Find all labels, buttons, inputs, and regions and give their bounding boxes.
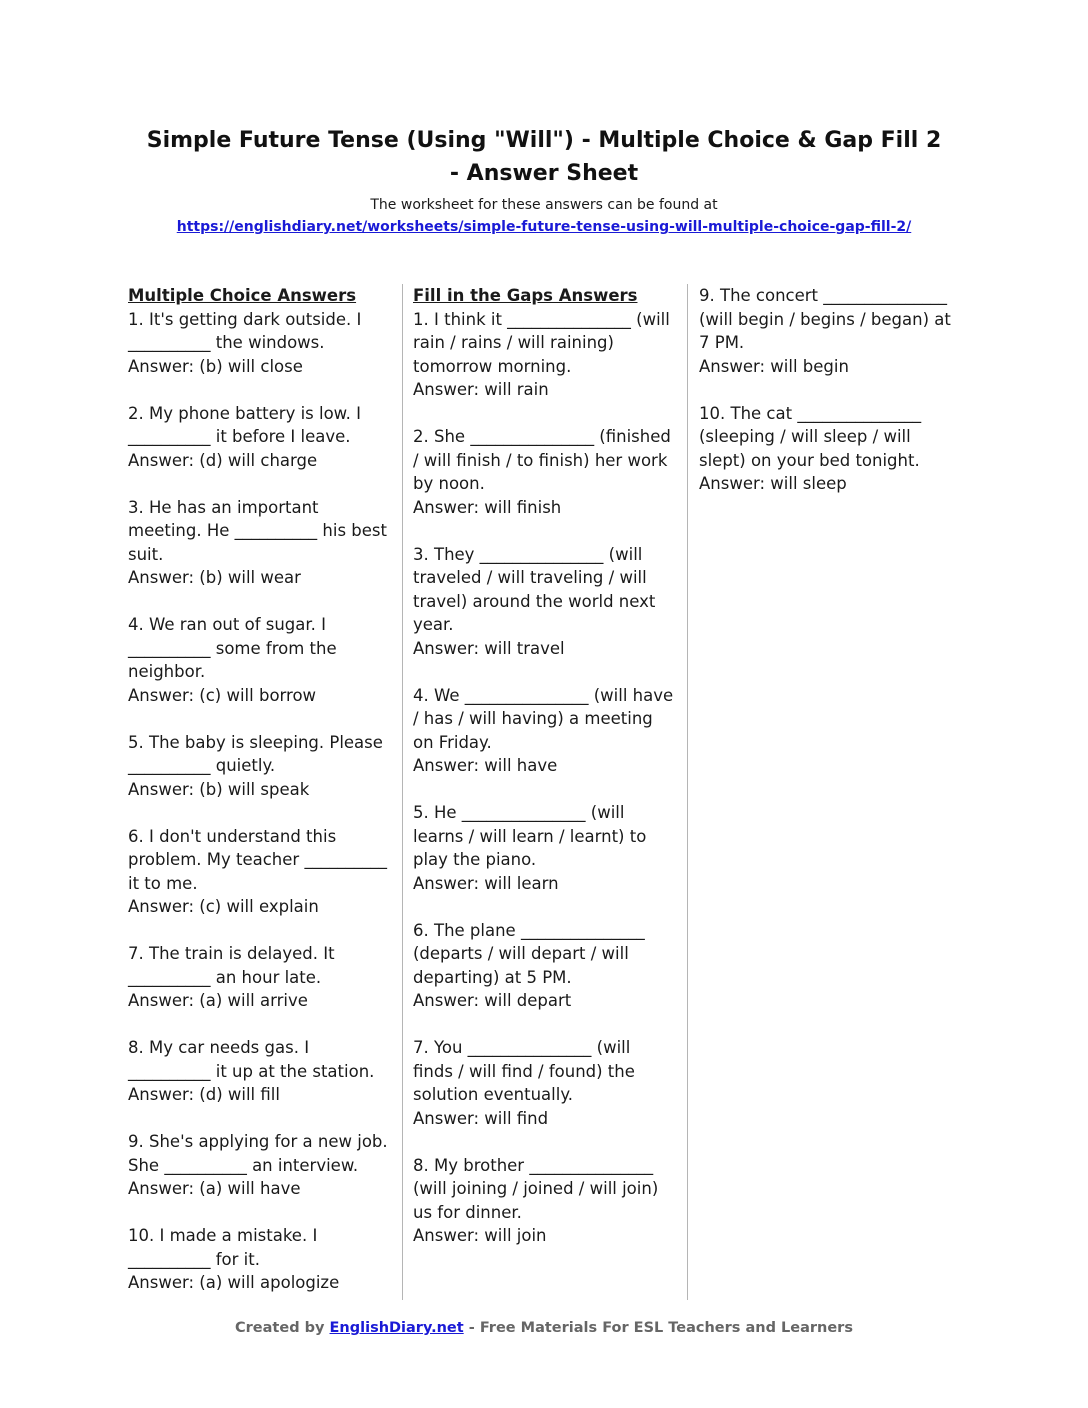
question: 7. The train is delayed. It __________ an hour late.: [128, 944, 335, 987]
answer: Answer: will finish: [413, 497, 562, 517]
answer: Answer: (b) will close: [128, 356, 303, 376]
mc-item: [128, 1036, 390, 1107]
mc-item: [128, 825, 390, 919]
question: 1. I think it _______________ (will rain / rains / will raining) tomorrow morning.: [413, 309, 670, 376]
question: 2. My phone battery is low. I __________ it before I leave.: [128, 403, 362, 446]
answer: Answer: (b) will speak: [128, 779, 310, 799]
footer-suffix: - Free Materials For ESL Teachers and Learners: [468, 1320, 853, 1336]
column-divider: [687, 284, 688, 1300]
question: 4. We _______________ (will have / has / will having) a meeting on Friday.: [413, 685, 674, 752]
question: 10. I made a mistake. I __________ for it.: [128, 1226, 318, 1269]
gap-item: [699, 402, 961, 496]
answer: Answer: (b) will wear: [128, 568, 301, 587]
gap-heading: Fill in the Gaps Answers: [413, 286, 638, 305]
gap-item: [413, 801, 675, 895]
answer: Answer: will find: [413, 1108, 549, 1128]
question: 1. It's getting dark outside. I __________ the windows.: [128, 309, 362, 352]
gap-fill-column-continued: [699, 284, 961, 519]
answer: Answer: (a) will arrive: [128, 991, 308, 1010]
answer: Answer: will have: [413, 756, 558, 775]
question: 9. She's applying for a new job. She __________ an interview.: [128, 1132, 388, 1175]
page-header: [0, 124, 1088, 237]
question: 10. The cat _______________ (sleeping / will sleep / will slept) on your bed tonight.: [699, 403, 922, 470]
gap-item: [413, 1036, 675, 1130]
mc-item: [128, 613, 390, 707]
question: 4. We ran out of sugar. I __________ some from the neighbor.: [128, 615, 337, 681]
answer: Answer: will depart: [413, 991, 572, 1010]
question: 8. My brother _______________ (will joining / joined / will join) us for dinner.: [413, 1155, 659, 1222]
question: 5. The baby is sleeping. Please __________ quietly.: [128, 732, 383, 775]
page-footer: [0, 1320, 1088, 1336]
mc-item: [128, 308, 390, 379]
footer-prefix: Created by: [235, 1320, 325, 1336]
question: 7. You _______________ (will finds / will find / found) the solution eventually.: [413, 1038, 635, 1104]
page-title: Simple Future Tense (Using "Will") - Multiple Choice & Gap Fill 2 - Answer Sheet: [146, 128, 942, 186]
answer: Answer: (a) will have: [128, 1179, 301, 1198]
answer: Answer: (c) will borrow: [128, 685, 317, 705]
intro-text: The worksheet for these answers can be found at: [370, 197, 718, 213]
mc-item: [128, 1224, 390, 1295]
worksheet-link[interactable]: https://englishdiary.net/worksheets/simple-future-tense-using-will-multiple-choice-gap-fill-2/: [176, 219, 912, 235]
answer: Answer: will join: [413, 1226, 547, 1245]
question: 8. My car needs gas. I __________ it up at the station.: [128, 1038, 375, 1081]
mc-item: [128, 496, 390, 590]
answer: Answer: will begin: [699, 356, 849, 376]
answer: Answer: (a) will apologize: [128, 1273, 340, 1292]
answer-columns: [0, 284, 1088, 1300]
gap-item: [413, 919, 675, 1013]
gap-item: [413, 308, 675, 402]
column-divider: [402, 284, 403, 1300]
gap-item: [699, 284, 961, 378]
answer: Answer: will learn: [413, 873, 559, 893]
answer: Answer: (d) will fill: [128, 1085, 280, 1104]
question: 2. She _______________ (finished / will finish / to finish) her work by noon.: [413, 427, 671, 493]
answer: Answer: will sleep: [699, 474, 847, 493]
gap-item: [413, 543, 675, 661]
gap-item: [413, 425, 675, 519]
mc-item: [128, 402, 390, 473]
question: 3. They _______________ (will traveled / will traveling / will travel) around the world next year.: [413, 544, 656, 634]
question: 5. He _______________ (will learns / will learn / learnt) to play the piano.: [413, 803, 647, 869]
answer: Answer: will rain: [413, 380, 549, 399]
question: 9. The concert _______________ (will begin / begins / began) at 7 PM.: [699, 286, 951, 352]
mc-item: [128, 942, 390, 1013]
footer-site-link[interactable]: EnglishDiary.net: [329, 1320, 464, 1336]
mc-item: [128, 1130, 390, 1201]
multiple-choice-column: [128, 284, 390, 1318]
answer: Answer: will travel: [413, 638, 565, 658]
mc-heading: Multiple Choice Answers: [128, 286, 357, 305]
gap-item: [413, 1154, 675, 1248]
mc-item: [128, 731, 390, 802]
question: 3. He has an important meeting. He __________ his best suit.: [128, 497, 387, 564]
answer: Answer: (d) will charge: [128, 450, 318, 470]
question: 6. I don't understand this problem. My teacher __________ it to me.: [128, 826, 387, 893]
gap-item: [413, 684, 675, 778]
answer: Answer: (c) will explain: [128, 897, 319, 916]
question: 6. The plane _______________ (departs / will depart / will departing) at 5 PM.: [413, 920, 645, 987]
gap-fill-column: [413, 284, 675, 1271]
